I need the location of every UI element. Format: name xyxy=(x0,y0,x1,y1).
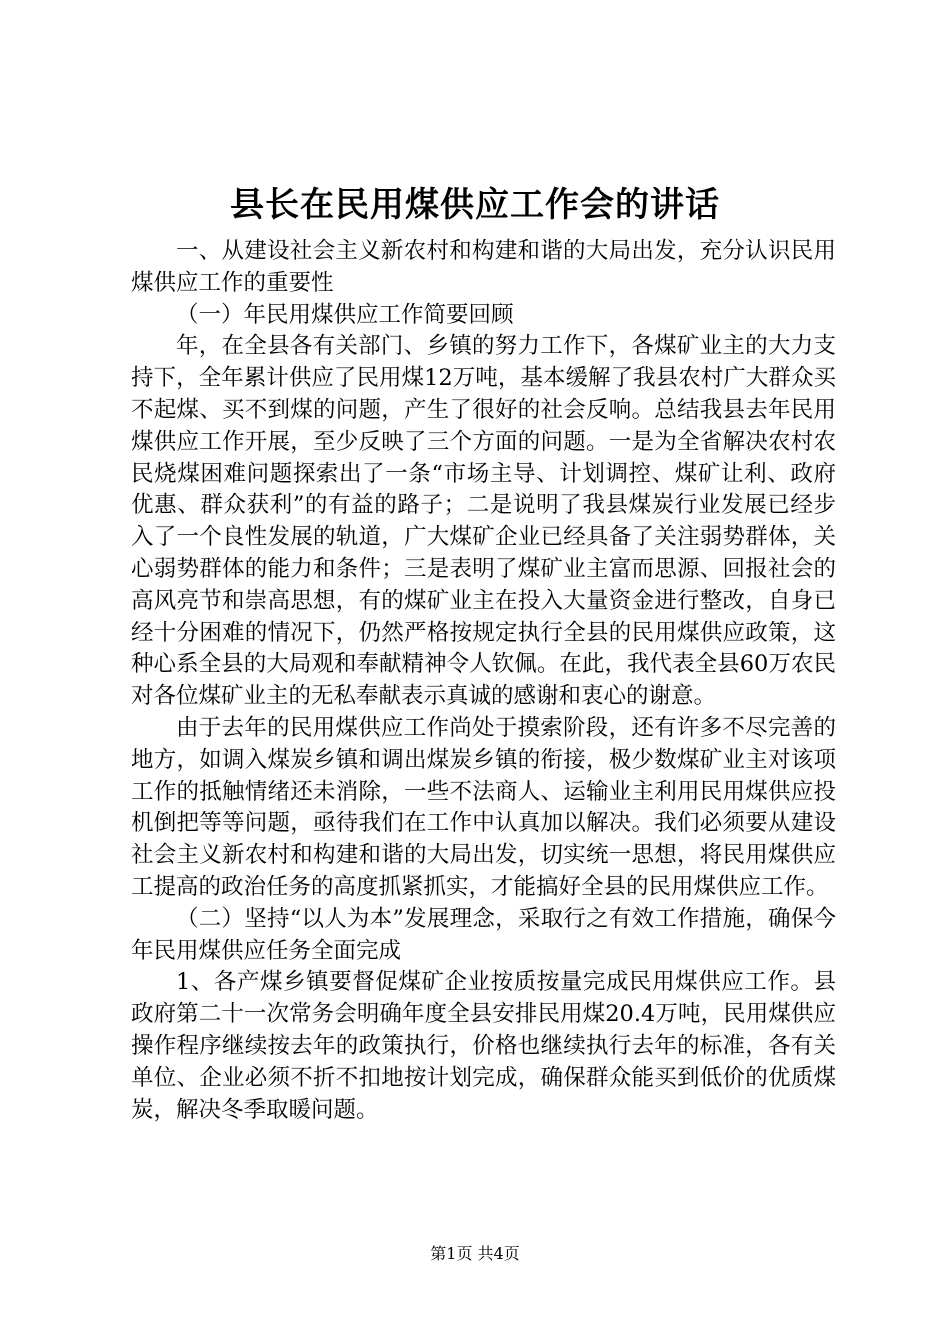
subsection-heading-2: （二）坚持“以人为本”发展理念，采取行之有效工作措施，确保今年民用煤供应任务全面完成 xyxy=(131,905,836,964)
section-heading-1: 一、从建设社会主义新农村和构建和谐的大局出发，充分认识民用煤供应工作的重要性 xyxy=(131,238,836,296)
document-body xyxy=(131,236,836,1126)
page-number-footer: 第1页 共4页 xyxy=(430,1244,520,1263)
body-paragraph: 由于去年的民用煤供应工作尚处于摸索阶段，还有许多不尽完善的地方，如调入煤炭乡镇和调出煤炭乡镇的衔接，极少数煤矿业主对该项工作的抵触情绪还未消除，一些不法商人、运输业主利用民用煤供应投机倒把等等问题，亟待我们在工作中认真加以解决。我们必须要从建设社会主义新农村和构建和谐的大局出发，切实统一思想，将民用煤供应工提高的政治任务的高度抓紧抓实，才能搞好全县的民用煤供应工作。 xyxy=(131,714,836,900)
body-paragraph: 1、各产煤乡镇要督促煤矿企业按质按量完成民用煤供应工作。县政府第二十一次常务会明确年度全县安排民用煤20.4万吨，民用煤供应操作程序继续按去年的政策执行，价格也继续执行去年的标准，各有关单位、企业必须不折不扣地按计划完成，确保群众能买到低价的优质煤炭，解决冬季取暖问题。 xyxy=(131,969,836,1123)
subsection-heading-1: （一）年民用煤供应工作简要回顾 xyxy=(176,301,514,328)
document-title: 县长在民用煤供应工作会的讲话 xyxy=(230,185,720,225)
body-paragraph: 年，在全县各有关部门、乡镇的努力工作下，各煤矿业主的大力支持下，全年累计供应了民用煤12万吨，基本缓解了我县农村广大群众买不起煤、买不到煤的问题，产生了很好的社会反响。总结我县去年民用煤供应工作开展，至少反映了三个方面的问题。一是为全省解决农村农民烧煤困难问题探索出了一条“市场主导、计划调控、煤矿让利、政府优惠、群众获利”的有益的路子；二是说明了我县煤炭行业发展已经步入了一个良性发展的轨道，广大煤矿企业已经具备了关注弱势群体，关心弱势群体的能力和条件；三是表明了煤矿业主富而思源、回报社会的高风亮节和崇高思想，有的煤矿业主在投入大量资金进行整改，自身已经十分困难的情况下，仍然严格按规定执行全县的民用煤供应政策，这种心系全县的大局观和奉献精神令人钦佩。在此，我代表全县60万农民对各位煤矿业主的无私奉献表示真诚的感谢和衷心的谢意。 xyxy=(131,333,836,710)
